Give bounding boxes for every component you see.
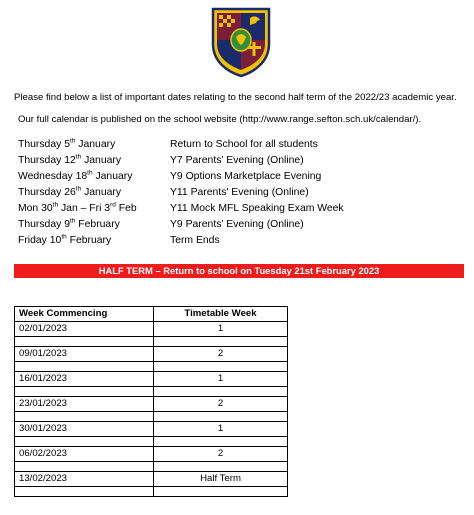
table-spacer-row bbox=[15, 337, 288, 347]
table-spacer-row bbox=[15, 387, 288, 397]
timetable-week-cell: 1 bbox=[154, 422, 288, 437]
date-event: Y9 Options Marketplace Evening bbox=[170, 171, 322, 182]
timetable-week-table bbox=[14, 306, 288, 497]
school-crest-logo bbox=[210, 6, 272, 78]
intro-text: Please find below a list of important dates relating to the second half term of the 2022/23 academic year. bbox=[14, 92, 457, 103]
timetable-week-cell: 2 bbox=[154, 397, 288, 412]
table-row bbox=[15, 347, 288, 362]
table-spacer-row bbox=[15, 362, 288, 372]
table-row bbox=[15, 422, 288, 437]
half-term-banner: HALF TERM – Return to school on Tuesday 21st February 2023 bbox=[14, 264, 464, 278]
timetable-week-cell: 1 bbox=[154, 322, 288, 337]
table-row bbox=[15, 322, 288, 337]
timetable-week-cell: 2 bbox=[154, 347, 288, 362]
timetable-week-cell: Half Term bbox=[154, 472, 288, 487]
table-spacer-row bbox=[15, 462, 288, 472]
week-commencing-cell: 02/01/2023 bbox=[15, 322, 154, 337]
table-spacer-row bbox=[15, 437, 288, 447]
timetable-week-cell: 2 bbox=[154, 447, 288, 462]
week-commencing-cell: 09/01/2023 bbox=[15, 347, 154, 362]
date-event: Y11 Mock MFL Speaking Exam Week bbox=[170, 203, 344, 214]
table-row bbox=[15, 397, 288, 412]
week-commencing-cell: 13/02/2023 bbox=[15, 472, 154, 487]
table-header-row bbox=[15, 307, 288, 322]
table-spacer-row bbox=[15, 412, 288, 422]
table-row bbox=[15, 447, 288, 462]
column-header-week-commencing: Week Commencing bbox=[15, 307, 154, 322]
week-commencing-cell: 16/01/2023 bbox=[15, 372, 154, 387]
column-header-timetable-week: Timetable Week bbox=[154, 307, 288, 322]
week-commencing-cell: 06/02/2023 bbox=[15, 447, 154, 462]
week-commencing-cell: 30/01/2023 bbox=[15, 422, 154, 437]
calendar-website-note: Our full calendar is published on the school website (http://www.range.sefton.sch.uk/calendar/). bbox=[18, 114, 422, 125]
date-event: Y11 Parents' Evening (Online) bbox=[170, 187, 309, 198]
table-spacer-row bbox=[15, 487, 288, 497]
week-commencing-cell: 23/01/2023 bbox=[15, 397, 154, 412]
date-event: Term Ends bbox=[170, 235, 220, 246]
date-event: Y7 Parents' Evening (Online) bbox=[170, 155, 304, 166]
date-event: Return to School for all students bbox=[170, 139, 318, 150]
table-row bbox=[15, 472, 288, 487]
timetable-week-cell: 1 bbox=[154, 372, 288, 387]
table-row bbox=[15, 372, 288, 387]
date-event: Y9 Parents' Evening (Online) bbox=[170, 219, 304, 230]
